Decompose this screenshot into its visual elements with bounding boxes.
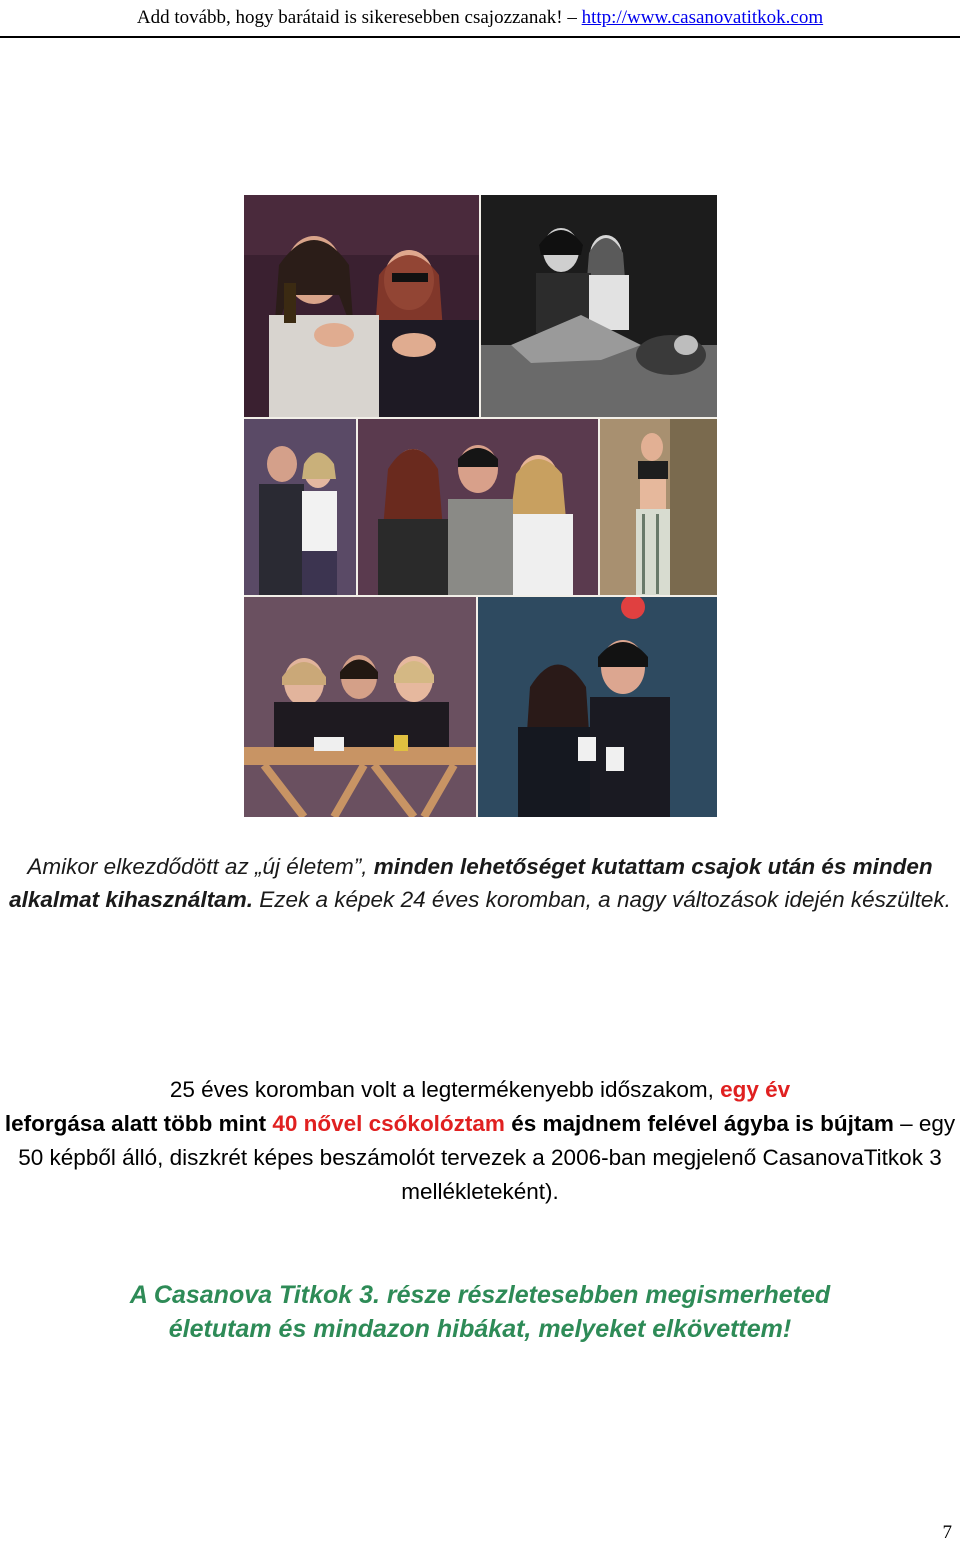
- photo-bw-couple: [481, 195, 717, 417]
- photo-couple-white-top: [244, 419, 356, 595]
- caption-part2: Ezek a képek 24 éves koromban, a nagy változások idején készültek.: [259, 887, 951, 912]
- header-text: Add tovább, hogy barátaid is sikeresebben csajozzanak! –: [136, 7, 577, 28]
- photo-trio: [358, 419, 598, 595]
- caption-part1: Amikor elkezdődött az „új életem”,: [27, 854, 368, 879]
- page-header: [0, 0, 960, 38]
- para-text-2: – egy 50 képből álló, diszkrét képes beszámolót tervezek a 2006-ban megjelenő CasanovaTitkok 3 mellékleteként).: [18, 1111, 956, 1204]
- page-number: 7: [942, 1522, 952, 1543]
- promo-text: [0, 1278, 960, 1346]
- para-bold-2: és majdnem felével ágyba is bújtam: [511, 1111, 894, 1136]
- photo-couple-cups: [478, 597, 717, 817]
- promo-line-1: A Casanova Titkok 3. része részletesebben megismerheted: [129, 1281, 831, 1309]
- photo-party-couple: [244, 195, 479, 417]
- photo-woman-lifting-top: [600, 419, 717, 595]
- promo-line-2: életutam és mindazon hibákat, melyeket elkövettem!: [168, 1315, 792, 1343]
- caption-bold: minden lehetőséget kutattam csajok után és minden alkalmat kihasználtam.: [9, 854, 933, 912]
- body-paragraph: [0, 1073, 960, 1209]
- para-highlight-2: 40 nővel csókolóztam: [272, 1111, 505, 1136]
- photo-table-trio: [244, 597, 476, 817]
- para-highlight-1: egy év: [720, 1077, 791, 1102]
- para-text-1: 25 éves koromban volt a legtermékenyebb időszakom,: [169, 1077, 714, 1102]
- photo-collage: [244, 195, 717, 817]
- para-bold-1: leforgása alatt több mint: [4, 1111, 267, 1136]
- header-link[interactable]: http://www.casanovatitkok.com: [581, 7, 824, 28]
- photo-caption: [0, 850, 960, 916]
